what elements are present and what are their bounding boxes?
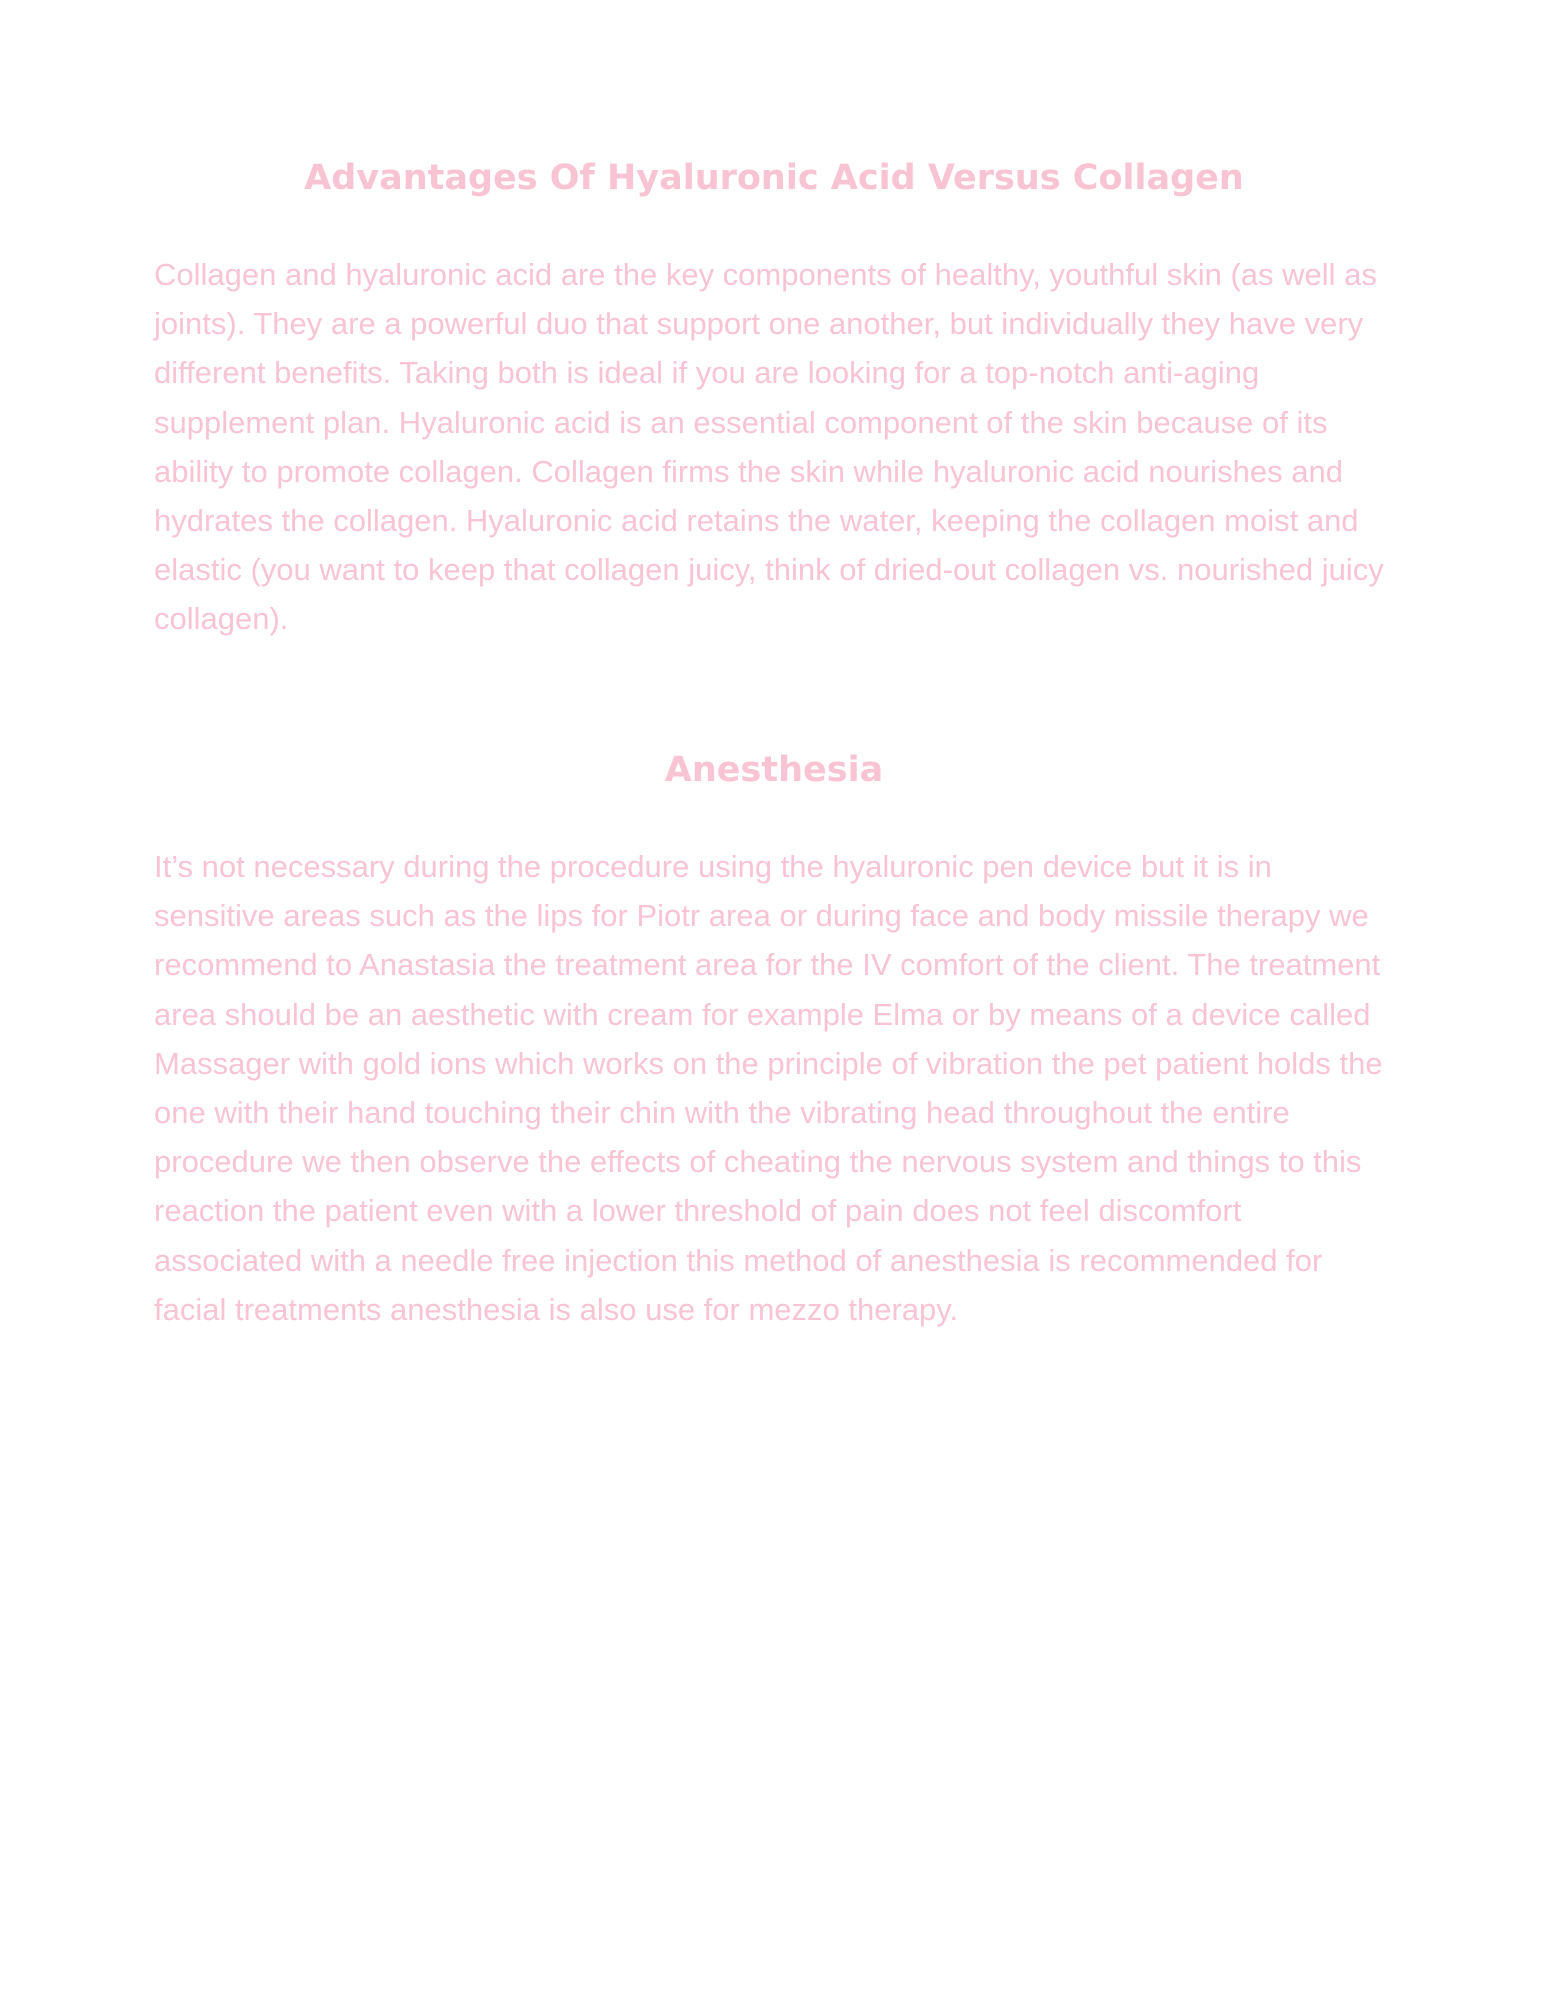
section-hyaluronic-vs-collagen	[154, 150, 1394, 644]
section-anesthesia	[154, 742, 1394, 1334]
section-heading: Advantages Of Hyaluronic Acid Versus Collagen	[304, 158, 1244, 198]
section-heading: Anesthesia	[664, 750, 884, 790]
section-paragraph: Collagen and hyaluronic acid are the key components of healthy, youthful skin (as well as joints). They are a powerful duo that support one another, but individually they have very different benefits. Taking both is ideal if you are looking for a top-notch anti-aging supplement plan. Hyaluronic acid is an essential component of the skin because of its ability to promote collagen. Collagen firms the skin while hyaluronic acid nourishes and hydrates the collagen. Hyaluronic acid retains the water, keeping the collagen moist and elastic (you want to keep that collagen juicy, think of dried-out collagen vs. nourished juicy collagen).	[154, 257, 1384, 637]
section-paragraph: It’s not necessary during the procedure using the hyaluronic pen device but it is in sensitive areas such as the lips for Piotr area or during face and body missile therapy we recommend to Anastasia the treatment area for the IV comfort of the client. The treatment area should be an aesthetic with cream for example Elma or by means of a device called Massager with gold ions which works on the principle of vibration the pet patient holds the one with their hand touching their chin with the vibrating head throughout the entire procedure we then observe the effects of cheating the nervous system and things to this reaction the patient even with a lower threshold of pain does not feel discomfort associated with a needle free injection this method of anesthesia is recommended for facial treatments anesthesia is also use for mezzo therapy.	[154, 849, 1383, 1327]
